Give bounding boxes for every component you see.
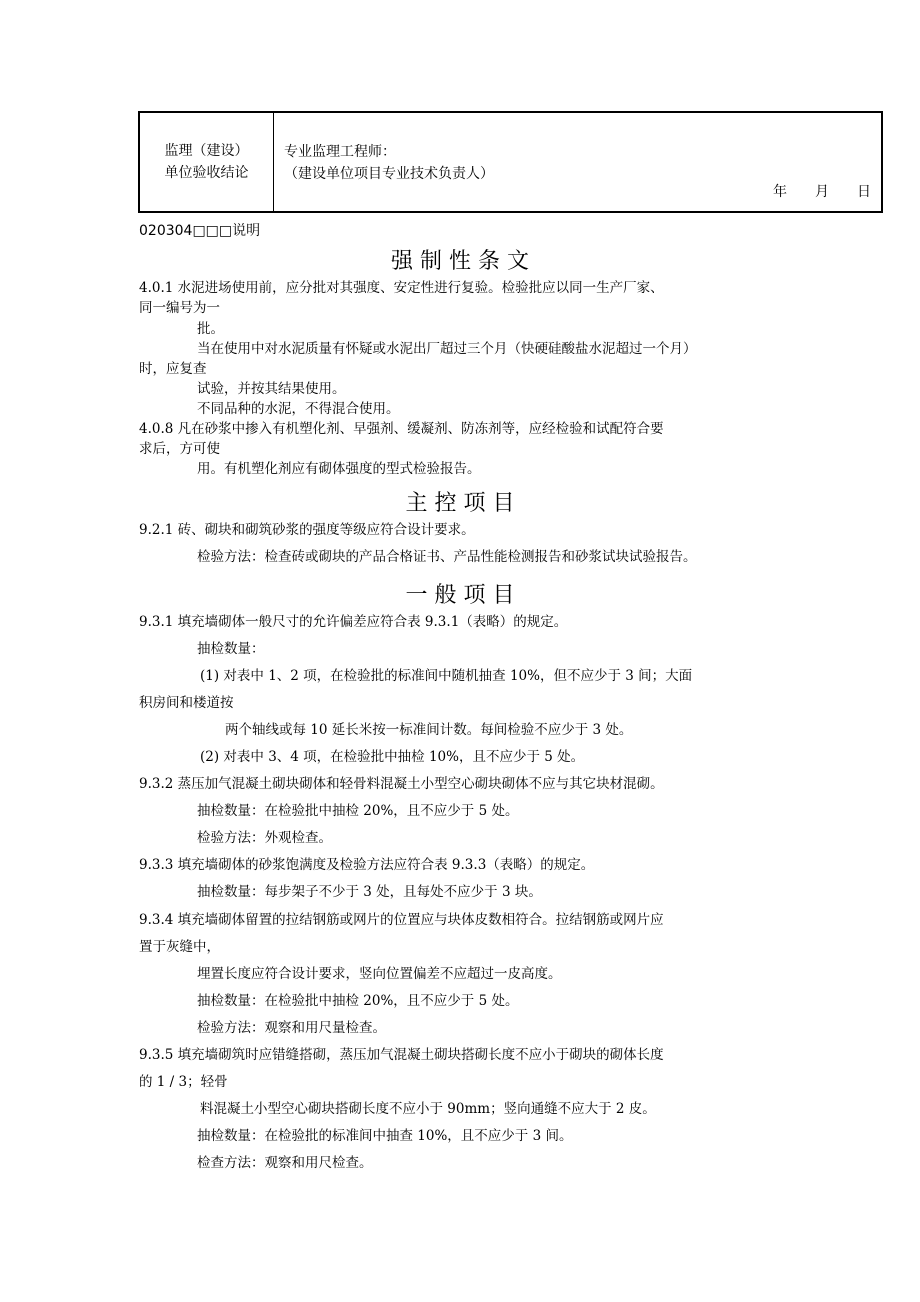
clause-line: 抽检数量：每步架子不少于 3 处，且每处不应少于 3 块。 [197, 884, 542, 900]
sign-date [773, 181, 871, 203]
clause-line: 积房间和楼道按 [139, 695, 234, 711]
clause-line: 求后，方可使 [139, 441, 220, 457]
date-year: 年 [773, 184, 787, 200]
heading-mandatory-clauses: 强 制 性 条 文 [391, 249, 529, 274]
acceptance-label-line1: 监理（建设） [164, 143, 249, 159]
clause-line: 不同品种的水泥，不得混合使用。 [197, 401, 400, 417]
clause-line: 检验方法：外观检查。 [197, 830, 332, 846]
clause-line: 9.2.1 砖、砌块和砌筑砂浆的强度等级应符合设计要求。 [139, 522, 475, 538]
clause-line: 4.0.8 凡在砂浆中掺入有机塑化剂、早强剂、缓凝剂、防冻剂等，应经检验和试配符合要 [139, 421, 664, 437]
clause-line: 埋置长度应符合设计要求，竖向位置偏差不应超过一皮高度。 [197, 966, 562, 982]
clause-line: 的 1 / 3；轻骨 [139, 1074, 228, 1090]
clause-line: 抽检数量：在检验批中抽检 20%，且不应少于 5 处。 [197, 803, 519, 819]
clause-line: 检验方法：观察和用尺量检查。 [197, 1020, 386, 1036]
owner-tech-lead-label: （建设单位项目专业技术负责人） [284, 166, 494, 182]
heading-general-items: 一 般 项 目 [405, 583, 515, 608]
supervisor-label: 专业监理工程师： [284, 144, 396, 160]
heading-main-control-items: 主 控 项 目 [405, 491, 515, 516]
acceptance-label-cell [140, 113, 274, 211]
clause-line: 9.3.1 填充墙砌体一般尺寸的允许偏差应符合表 9.3.1（表略）的规定。 [139, 614, 568, 630]
section-code-title: 020304□□□说明 [139, 223, 261, 239]
clause-line: 抽检数量：在检验批的标准间中抽查 10%，且不应少于 3 间。 [197, 1128, 573, 1144]
clause-line: 批。 [197, 321, 224, 337]
clause-line: 9.3.5 填充墙砌筑时应错缝搭砌，蒸压加气混凝土砌块搭砌长度不应小于砌块的砌体长度 [139, 1047, 664, 1063]
clause-line: 检验方法：检查砖或砌块的产品合格证书、产品性能检测报告和砂浆试块试验报告。 [197, 549, 697, 565]
clause-line: 9.3.4 填充墙砌体留置的拉结钢筋或网片的位置应与块体皮数相符合。拉结钢筋或网片应 [139, 912, 664, 928]
clause-line: 置于灰缝中， [139, 939, 220, 955]
clause-line: 抽检数量： [197, 641, 265, 657]
clause-line: 检查方法：观察和用尺检查。 [197, 1155, 373, 1171]
clause-line: 试验，并按其结果使用。 [197, 381, 346, 397]
clause-line: 4.0.1 水泥进场使用前，应分批对其强度、安定性进行复验。检验批应以同一生产厂家、 [139, 280, 664, 296]
clause-line: 抽检数量：在检验批中抽检 20%，且不应少于 5 处。 [197, 993, 519, 1009]
clause-line: 两个轴线或每 10 延长米按一标准间计数。每间检验不应少于 3 处。 [225, 722, 633, 738]
date-day: 日 [857, 184, 871, 200]
acceptance-signature-table [138, 111, 883, 213]
date-month: 月 [815, 184, 829, 200]
clause-line: (2) 对表中 3、4 项，在检验批中抽检 10%，且不应少于 5 处。 [200, 749, 585, 765]
clause-line: (1) 对表中 1、2 项，在检验批的标准间中随机抽查 10%，但不应少于 3 间；大面 [200, 668, 693, 684]
clause-line: 当在使用中对水泥质量有怀疑或水泥出厂超过三个月（快硬硅酸盐水泥超过一个月） [197, 341, 697, 357]
clause-line: 9.3.2 蒸压加气混凝土砌块砌体和轻骨料混凝土小型空心砌块砌体不应与其它块材混砌。 [139, 776, 664, 792]
clause-line: 时，应复查 [139, 361, 207, 377]
acceptance-content-cell [274, 113, 881, 211]
clause-line: 用。有机塑化剂应有砌体强度的型式检验报告。 [197, 461, 481, 477]
acceptance-label-line2: 单位验收结论 [164, 165, 249, 181]
clause-line: 同一编号为一 [139, 300, 220, 316]
clause-line: 料混凝土小型空心砌块搭砌长度不应小于 90mm；竖向通缝不应大于 2 皮。 [200, 1101, 656, 1117]
clause-line: 9.3.3 填充墙砌体的砂浆饱满度及检验方法应符合表 9.3.3（表略）的规定。 [139, 857, 595, 873]
